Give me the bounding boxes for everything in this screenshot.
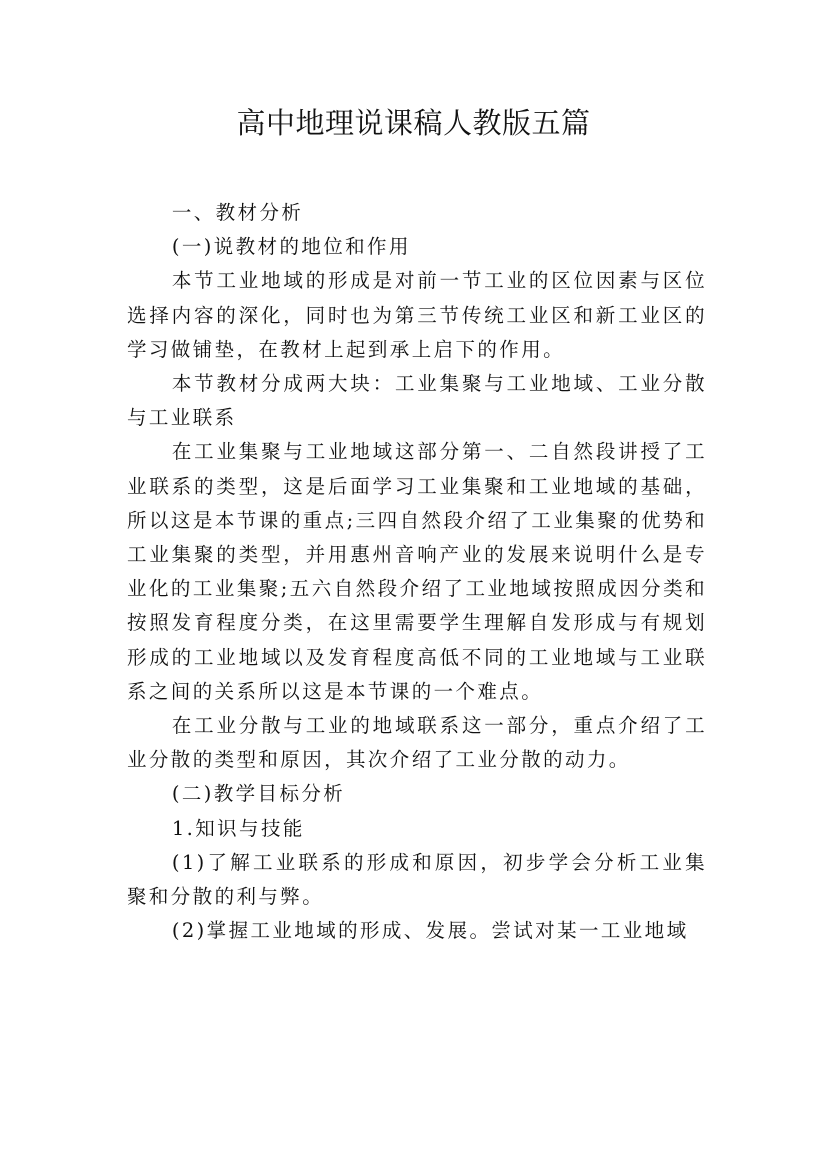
paragraph-industrial-dispersion: 在工业分散与工业的地域联系这一部分，重点介绍了工业分散的类型和原因，其次介绍了工业分散的动力。 [127,714,707,772]
subsection-heading-teaching-goals: (二)教学目标分析 [171,782,346,806]
paragraph-industrial-agglomeration: 在工业集聚与工业地域这部分第一、二自然段讲授了工业联系的类型，这是后面学习工业集聚和工业地域的基础，所以这是本节课的重点;三四自然段介绍了工业集聚的优势和工业集聚的类型，并用惠州音响产业的发展来说明什么是专业化的工业集聚;五六自然段介绍了工业地域按照成因分类和按照发育程度分类，在这里需要学生理解自发形成与有规划形成的工业地域以及发育程度高低不同的工业地域与工业联系之间的关系所以这是本节课的一个难点。 [127,440,707,703]
list-item-goal-2: (2)掌握工业地域的形成、发展。尝试对某一工业地域 [171,919,689,943]
section-heading-textbook-analysis: 一、教材分析 [171,201,304,224]
paragraph-section-position: 本节工业地域的形成是对前一节工业的区位因素与区位选择内容的深化，同时也为第三节传统工业区和新工业区的学习做铺垫，在教材上起到承上启下的作用。 [127,269,707,361]
document-body [127,196,707,948]
document-title: 高中地理说课稿人教版五篇 [236,106,591,140]
paragraph-textbook-parts: 本节教材分成两大块：工业集聚与工业地域、工业分散与工业联系 [127,372,707,430]
subsection-heading-textbook-role: (一)说教材的地位和作用 [171,235,411,259]
list-heading-knowledge-skills: 1.知识与技能 [171,816,305,840]
list-item-goal-1: (1)了解工业联系的形成和原因，初步学会分析工业集聚和分散的利与弊。 [127,850,707,909]
